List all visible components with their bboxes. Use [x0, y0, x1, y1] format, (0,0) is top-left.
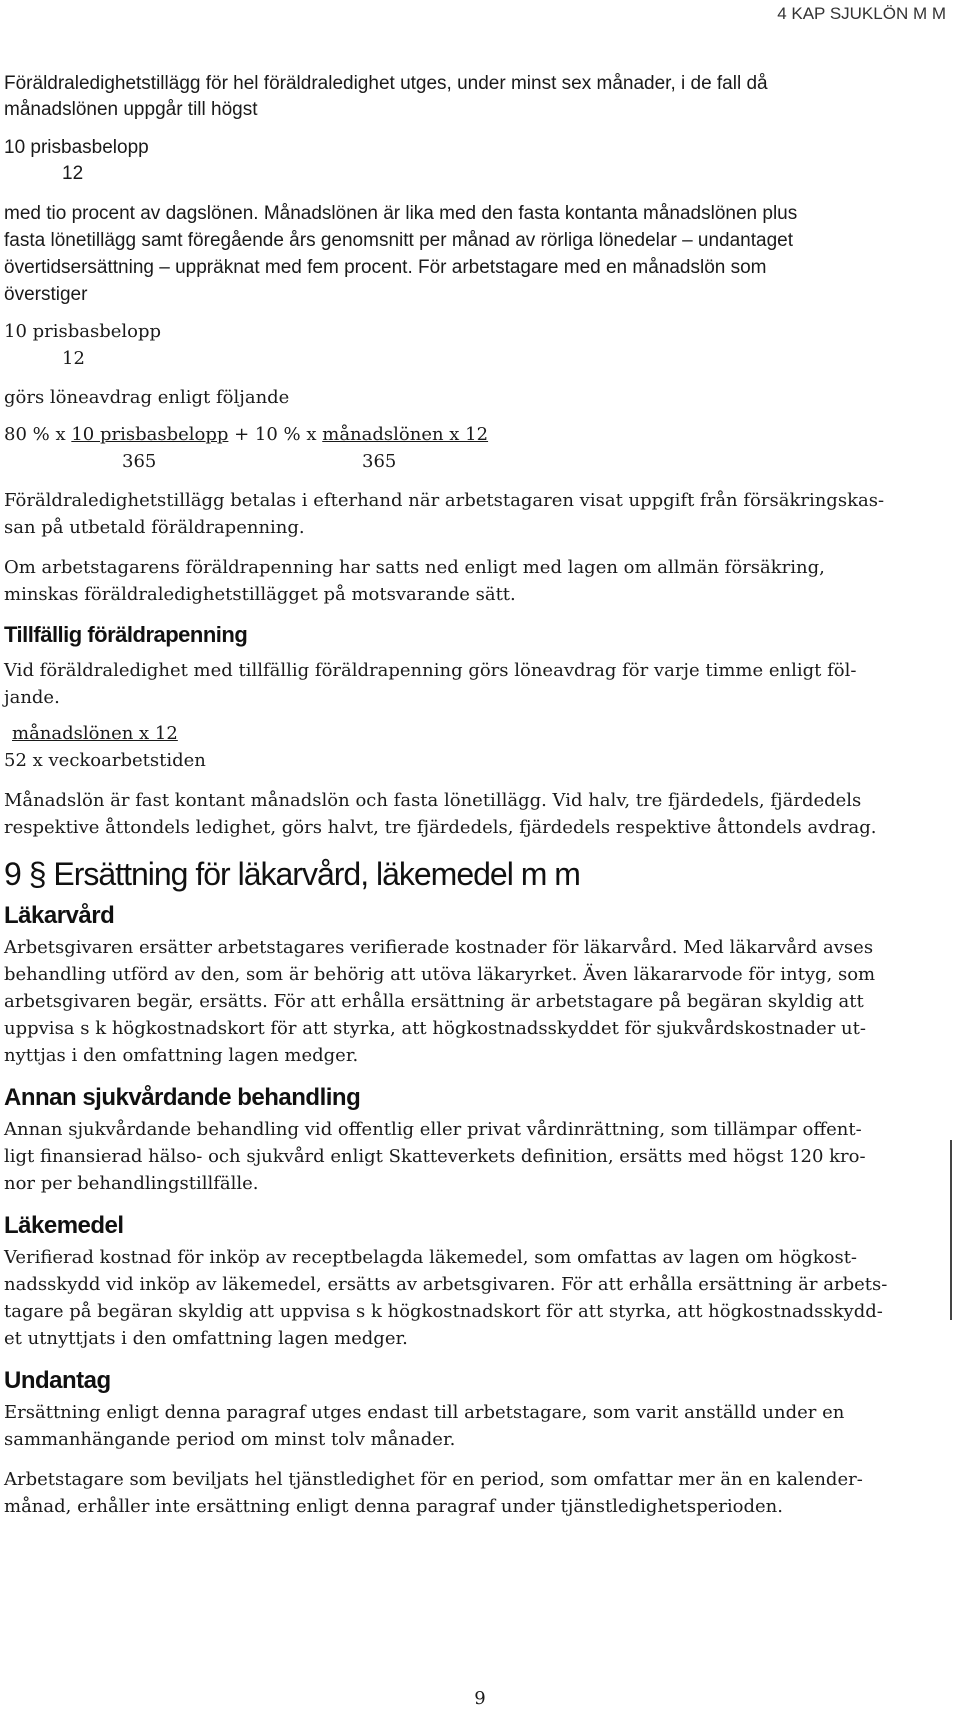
paragraph-line: Vid föräldraledighet med tillfällig föräldrapenning görs löneavdrag för varje timme enligt föl-	[4, 660, 857, 681]
formula-numerator-line	[4, 421, 920, 448]
heading-annan-behandling: Annan sjukvårdande behandling	[4, 1084, 361, 1111]
paragraph-line: behandling utförd av den, som är behörig att utöva läkaryrket. Även läkararvode för intyg, som	[4, 964, 876, 985]
deduction-intro: görs löneavdrag enligt följande	[4, 387, 290, 408]
heading-lakemedel: Läkemedel	[4, 1212, 124, 1239]
hourly-formula-denominator: 52 x veckoarbetstiden	[4, 750, 206, 771]
paragraph-line: respektive åttondels ledighet, görs halvt, tre fjärdedels, fjärdedels respektive åttondels avdrag.	[4, 817, 877, 838]
paragraph-line: tagare på begäran skyldig att uppvisa s k högkostnadskort för att styrka, att högkostnadsskydd-	[4, 1301, 883, 1322]
paragraph-line: fasta lönetillägg samt föregående års genomsnitt per månad av rörliga lönedelar – undantaget	[4, 230, 794, 251]
formula-term-a: 10 prisbasbelopp	[71, 424, 229, 445]
paragraph-line: jande.	[4, 687, 60, 708]
fraction-1-denominator: 12	[62, 163, 84, 184]
intro-text: Föräldraledighetstillägg för hel föräldraledighet utges, under minst sex månader, i de fall då	[4, 73, 768, 94]
heading-tillfallig: Tillfällig föräldrapenning	[4, 622, 248, 647]
paragraph-line: Annan sjukvårdande behandling vid offentlig eller privat vårdinrättning, som tillämpar offent-	[4, 1119, 862, 1140]
fraction-2-numerator: 10 prisbasbelopp	[4, 321, 162, 342]
section-9-heading: 9 § Ersättning för läkarvård, läkemedel m m	[4, 856, 580, 892]
change-bar	[950, 1140, 952, 1320]
heading-undantag: Undantag	[4, 1367, 111, 1394]
formula-mid: + 10 % x	[228, 424, 323, 445]
paragraph-line: et utnyttjats i den omfattning lagen medger.	[4, 1328, 408, 1349]
heading-lakarvard: Läkarvård	[4, 902, 115, 929]
paragraph-line: Månadslön är fast kontant månadslön och fasta lönetillägg. Vid halv, tre fjärdedels, fjärdedels	[4, 790, 862, 811]
paragraph-line: med tio procent av dagslönen. Månadslönen är lika med den fasta kontanta månadslönen plus	[4, 203, 798, 224]
paragraph-line: sammanhängande period om minst tolv månader.	[4, 1429, 456, 1450]
intro-text-cont: månadslönen uppgår till högst	[4, 99, 258, 120]
page-number: 9	[474, 1688, 486, 1709]
paragraph-line: Ersättning enligt denna paragraf utges endast till arbetstagare, som varit anställd under en	[4, 1402, 845, 1423]
formula-prefix: 80 % x	[4, 424, 72, 445]
formula-term-b: månadslönen x 12	[322, 424, 489, 445]
paragraph-line: månad, erhåller inte ersättning enligt denna paragraf under tjänstledighetsperioden.	[4, 1496, 783, 1517]
paragraph-line: överstiger	[4, 284, 88, 305]
formula-denominator-a: 365	[122, 451, 157, 472]
paragraph-line: minskas föräldraledighetstillägget på motsvarande sätt.	[4, 584, 516, 605]
paragraph-line: Verifierad kostnad för inköp av receptbelagda läkemedel, som omfattas av lagen om högkost-	[4, 1247, 858, 1268]
paragraph-line: nadsskydd vid inköp av läkemedel, ersätts av arbetsgivaren. För att erhålla ersättning är arbets-	[4, 1274, 888, 1295]
fraction-2-denominator: 12	[62, 348, 85, 369]
paragraph-line: Arbetsgivaren ersätter arbetstagares verifierade kostnader för läkarvård. Med läkarvård avses	[4, 937, 874, 958]
paragraph-line: Om arbetstagarens föräldrapenning har satts ned enligt med lagen om allmän försäkring,	[4, 557, 825, 578]
paragraph-line: nor per behandlingstillfälle.	[4, 1173, 259, 1194]
paragraph-line: san på utbetald föräldrapenning.	[4, 517, 305, 538]
formula-denominator-b: 365	[362, 451, 397, 472]
hourly-formula-numerator: månadslönen x 12	[12, 723, 178, 744]
paragraph-line: ligt finansierad hälso- och sjukvård enligt Skatteverkets definition, ersätts med högst 120 kro-	[4, 1146, 866, 1167]
running-header: 4 KAP SJUKLÖN M M	[777, 4, 946, 23]
paragraph-line: nyttjas i den omfattning lagen medger.	[4, 1045, 359, 1066]
fraction-1-numerator: 10 prisbasbelopp	[4, 137, 149, 158]
paragraph-line: övertidsersättning – uppräknat med fem procent. För arbetstagare med en månadslön som	[4, 257, 767, 278]
paragraph-line: Föräldraledighetstillägg betalas i efterhand när arbetstagaren visat uppgift från försäkringskas-	[4, 490, 885, 511]
paragraph-line: uppvisa s k högkostnadskort för att styrka, att högkostnadsskyddet för sjukvårdskostnader ut-	[4, 1018, 866, 1039]
paragraph-line: Arbetstagare som beviljats hel tjänstledighet för en period, som omfattar mer än en kalender-	[4, 1469, 863, 1490]
paragraph-line: arbetsgivaren begär, ersätts. För att erhålla ersättning är arbetstagare på begäran skyldig att	[4, 991, 864, 1012]
